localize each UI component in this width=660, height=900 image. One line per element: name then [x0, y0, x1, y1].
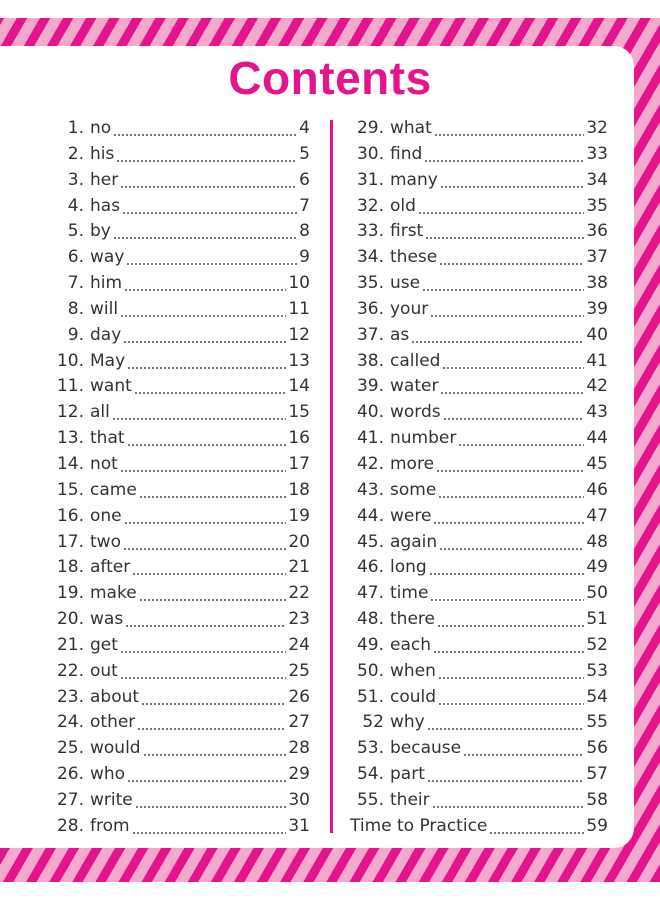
- contents-entry: [44, 762, 310, 788]
- entry-word: make: [90, 583, 137, 604]
- entry-page-number: 50: [586, 583, 608, 604]
- entry-number: 5.: [67, 221, 84, 242]
- entry-page-number: 12: [288, 324, 310, 345]
- entry-page-number: 28: [288, 738, 310, 759]
- contents-entry: [44, 297, 310, 323]
- entry-word: Time to Practice: [350, 815, 488, 836]
- entry-page-number: 22: [288, 583, 310, 604]
- entry-page-number: 40: [586, 324, 608, 345]
- contents-entry-practice: [346, 814, 608, 840]
- entry-number: 17.: [56, 531, 84, 552]
- entry-number: 52: [362, 712, 384, 733]
- dot-leader: [437, 607, 584, 633]
- contents-entry: [346, 116, 608, 142]
- entry-page-number: 24: [288, 634, 310, 655]
- contents-entry: [346, 504, 608, 530]
- dot-leader: [120, 452, 287, 478]
- entry-word: some: [390, 479, 437, 500]
- dot-leader: [127, 426, 287, 452]
- entry-page-number: 26: [288, 686, 310, 707]
- entry-word: her: [90, 169, 119, 190]
- dot-leader: [120, 633, 286, 659]
- entry-number: 33.: [356, 221, 384, 242]
- entry-word: who: [90, 764, 126, 785]
- dot-leader: [143, 736, 287, 762]
- dot-leader: [411, 323, 584, 349]
- entry-page-number: 11: [288, 298, 310, 319]
- contents-entry: [44, 710, 310, 736]
- entry-page-number: 21: [288, 557, 310, 578]
- contents-entry: [346, 633, 608, 659]
- entry-number: 37.: [356, 324, 384, 345]
- entry-word: there: [390, 609, 435, 630]
- entry-number: 54.: [356, 764, 384, 785]
- dot-leader: [120, 297, 286, 323]
- dot-leader: [463, 736, 584, 762]
- contents-entry: [346, 426, 608, 452]
- entry-page-number: 8: [299, 221, 310, 242]
- page-title: Contents: [228, 52, 432, 104]
- dot-leader: [439, 245, 584, 271]
- contents-entry: [44, 814, 310, 840]
- column-divider: [330, 120, 333, 833]
- entry-word: number: [390, 428, 457, 449]
- entry-word: after: [90, 557, 131, 578]
- entry-number: 10.: [56, 350, 84, 371]
- entry-number: 22.: [56, 660, 84, 681]
- entry-word: why: [390, 712, 425, 733]
- entry-page-number: 9: [299, 247, 310, 268]
- dot-leader: [422, 271, 584, 297]
- entry-number: 45.: [356, 531, 384, 552]
- entry-word: from: [90, 815, 130, 836]
- dot-leader: [116, 142, 297, 168]
- entry-number: 55.: [356, 789, 384, 810]
- entry-number: 50.: [356, 660, 384, 681]
- entry-number: 16.: [56, 505, 84, 526]
- contents-entry: [44, 219, 310, 245]
- contents-entry: [346, 271, 608, 297]
- contents-entry: [44, 400, 310, 426]
- dot-leader: [440, 168, 585, 194]
- contents-entry: [44, 633, 310, 659]
- dot-leader: [120, 168, 297, 194]
- dot-leader: [112, 400, 286, 426]
- dot-leader: [440, 374, 584, 400]
- entry-number: 32.: [356, 195, 384, 216]
- entry-number: 6.: [67, 247, 84, 268]
- dot-leader: [430, 297, 584, 323]
- entry-word: day: [90, 324, 122, 345]
- entry-page-number: 47: [586, 505, 608, 526]
- contents-entry: [44, 685, 310, 711]
- dot-leader: [438, 685, 584, 711]
- entry-word: one: [90, 505, 122, 526]
- contents-entry: [346, 297, 608, 323]
- entry-page-number: 55: [586, 712, 608, 733]
- entry-number: 27.: [56, 789, 84, 810]
- entry-page-number: 54: [586, 686, 608, 707]
- dot-leader: [427, 762, 584, 788]
- entry-page-number: 18: [288, 479, 310, 500]
- dot-leader: [124, 271, 286, 297]
- dot-leader: [123, 323, 286, 349]
- entry-page-number: 51: [586, 609, 608, 630]
- entry-number: 41.: [356, 428, 384, 449]
- entry-word: words: [390, 402, 441, 423]
- entry-page-number: 38: [586, 273, 608, 294]
- entry-page-number: 36: [586, 221, 608, 242]
- entry-page-number: 33: [586, 143, 608, 164]
- contents-column-right: [346, 116, 608, 840]
- contents-entry: [346, 323, 608, 349]
- entry-number: 24.: [56, 712, 84, 733]
- entry-word: want: [90, 376, 132, 397]
- contents-entry: [44, 116, 310, 142]
- entry-page-number: 57: [586, 764, 608, 785]
- entry-page-number: 43: [586, 402, 608, 423]
- entry-word: when: [390, 660, 436, 681]
- contents-entry: [44, 530, 310, 556]
- entry-word: water: [390, 376, 439, 397]
- entry-page-number: 15: [288, 402, 310, 423]
- entry-number: 42.: [356, 453, 384, 474]
- entry-page-number: 56: [586, 738, 608, 759]
- dot-leader: [139, 478, 287, 504]
- dot-leader: [433, 633, 584, 659]
- entry-page-number: 30: [288, 789, 310, 810]
- contents-entry: [346, 685, 608, 711]
- entry-number: 1.: [67, 118, 84, 138]
- entry-word: their: [390, 789, 430, 810]
- dot-leader: [427, 710, 585, 736]
- entry-number: 3.: [67, 169, 84, 190]
- entry-word: would: [90, 738, 141, 759]
- entry-page-number: 32: [586, 118, 608, 138]
- dot-leader: [425, 219, 584, 245]
- contents-entry: [346, 452, 608, 478]
- entry-number: 51.: [356, 686, 384, 707]
- entry-number: 48.: [356, 609, 384, 630]
- entry-word: time: [390, 583, 429, 604]
- entry-page-number: 37: [586, 247, 608, 268]
- entry-page-number: 23: [288, 609, 310, 630]
- dot-leader: [430, 581, 584, 607]
- entry-number: 7.: [67, 273, 84, 294]
- entry-word: many: [390, 169, 438, 190]
- dot-leader: [438, 478, 584, 504]
- entry-page-number: 48: [586, 531, 608, 552]
- entry-page-number: 25: [288, 660, 310, 681]
- contents-entry: [44, 607, 310, 633]
- contents-entry: [346, 245, 608, 271]
- entry-word: two: [90, 531, 121, 552]
- entry-page-number: 52: [586, 634, 608, 655]
- dot-leader: [141, 685, 286, 711]
- entry-page-number: 19: [288, 505, 310, 526]
- entry-page-number: 20: [288, 531, 310, 552]
- dot-leader: [132, 814, 287, 840]
- entry-page-number: 39: [586, 298, 608, 319]
- entry-word: no: [90, 118, 112, 138]
- contents-entry: [44, 245, 310, 271]
- entry-number: 2.: [67, 143, 84, 164]
- entry-word: write: [90, 789, 133, 810]
- entry-word: long: [390, 557, 427, 578]
- dot-leader: [438, 659, 584, 685]
- entry-number: 43.: [356, 479, 384, 500]
- dot-leader: [132, 555, 286, 581]
- entry-page-number: 46: [586, 479, 608, 500]
- entry-page-number: 59: [586, 815, 608, 836]
- dot-leader: [429, 555, 585, 581]
- entry-number: 36.: [356, 298, 384, 319]
- dot-leader: [433, 504, 584, 530]
- contents-entry: [346, 555, 608, 581]
- entry-word: called: [390, 350, 441, 371]
- contents-entry: [346, 659, 608, 685]
- entry-number: 18.: [56, 557, 84, 578]
- entry-word: part: [390, 764, 425, 785]
- dot-leader: [120, 659, 287, 685]
- entry-number: 20.: [56, 609, 84, 630]
- entry-number: 26.: [56, 764, 84, 785]
- contents-entry: [346, 788, 608, 814]
- dot-leader: [127, 762, 286, 788]
- entry-number: 44.: [356, 505, 384, 526]
- entry-word: these: [390, 247, 438, 268]
- entry-word: him: [90, 273, 123, 294]
- contents-entry: [44, 142, 310, 168]
- contents-entry: [44, 555, 310, 581]
- entry-word: May: [90, 350, 126, 371]
- entry-number: 35.: [356, 273, 384, 294]
- entry-number: 11.: [56, 376, 84, 397]
- entry-word: were: [390, 505, 432, 526]
- dot-leader: [124, 504, 287, 530]
- entry-word: your: [390, 298, 429, 319]
- dot-leader: [123, 530, 286, 556]
- entry-number: 49.: [356, 634, 384, 655]
- contents-entry: [346, 142, 608, 168]
- dot-leader: [137, 710, 286, 736]
- entry-number: 4.: [67, 195, 84, 216]
- entry-number: 14.: [56, 453, 84, 474]
- entry-number: 31.: [356, 169, 384, 190]
- entry-number: 23.: [56, 686, 84, 707]
- dot-leader: [439, 530, 584, 556]
- entry-page-number: 45: [586, 453, 608, 474]
- entry-number: 9.: [67, 324, 84, 345]
- entry-number: 8.: [67, 298, 84, 319]
- contents-entry: [44, 736, 310, 762]
- entry-page-number: 27: [288, 712, 310, 733]
- entry-number: 40.: [356, 402, 384, 423]
- entry-page-number: 29: [288, 764, 310, 785]
- entry-number: 19.: [56, 583, 84, 604]
- entry-word: was: [90, 609, 124, 630]
- contents-entry: [346, 736, 608, 762]
- contents-entry: [346, 710, 608, 736]
- entry-page-number: 17: [288, 453, 310, 474]
- entry-page-number: 6: [299, 169, 310, 190]
- entry-word: that: [90, 428, 125, 449]
- entry-number: 21.: [56, 634, 84, 655]
- entry-number: 47.: [356, 583, 384, 604]
- entry-page-number: 31: [288, 815, 310, 836]
- dot-leader: [113, 116, 297, 142]
- dot-leader: [442, 349, 584, 375]
- contents-entry: [44, 504, 310, 530]
- entry-number: 12.: [56, 402, 84, 423]
- entry-word: his: [90, 143, 115, 164]
- entry-word: came: [90, 479, 137, 500]
- entry-page-number: 7: [299, 195, 310, 216]
- contents-entry: [346, 762, 608, 788]
- dot-leader: [434, 116, 585, 142]
- entry-page-number: 49: [586, 557, 608, 578]
- contents-entry: [346, 530, 608, 556]
- entry-word: other: [90, 712, 136, 733]
- contents-entry: [44, 788, 310, 814]
- contents-entry: [346, 478, 608, 504]
- contents-entry: [44, 349, 310, 375]
- dot-leader: [113, 219, 297, 245]
- dot-leader: [489, 814, 584, 840]
- entry-number: 25.: [56, 738, 84, 759]
- dot-leader: [125, 607, 286, 633]
- contents-entry: [346, 349, 608, 375]
- entry-word: will: [90, 298, 119, 319]
- entry-page-number: 44: [586, 428, 608, 449]
- contents-entry: [44, 374, 310, 400]
- entry-number: 34.: [356, 247, 384, 268]
- contents-entry: [44, 426, 310, 452]
- entry-word: not: [90, 453, 118, 474]
- entry-word: way: [90, 247, 125, 268]
- entry-page-number: 14: [288, 376, 310, 397]
- entry-number: 38.: [356, 350, 384, 371]
- entry-word: all: [90, 402, 110, 423]
- entry-page-number: 58: [586, 789, 608, 810]
- entry-page-number: 5: [299, 143, 310, 164]
- dot-leader: [134, 374, 287, 400]
- entry-number: 53.: [356, 738, 384, 759]
- entry-word: has: [90, 195, 121, 216]
- contents-entry: [346, 374, 608, 400]
- entry-word: out: [90, 660, 118, 681]
- entry-number: 29.: [356, 118, 384, 138]
- dot-leader: [458, 426, 584, 452]
- contents-entry: [346, 168, 608, 194]
- entry-word: because: [390, 738, 462, 759]
- entry-number: 13.: [56, 428, 84, 449]
- contents-entry: [346, 194, 608, 220]
- contents-entry: [346, 607, 608, 633]
- entry-word: could: [390, 686, 437, 707]
- contents-entry: [44, 452, 310, 478]
- entry-word: old: [390, 195, 416, 216]
- entry-page-number: 34: [586, 169, 608, 190]
- contents-column-left: [44, 116, 310, 840]
- dot-leader: [135, 788, 287, 814]
- dot-leader: [418, 194, 584, 220]
- entry-word: what: [390, 118, 432, 138]
- dot-leader: [443, 400, 585, 426]
- entry-number: 46.: [356, 557, 384, 578]
- entry-word: first: [390, 221, 424, 242]
- contents-entry: [44, 581, 310, 607]
- entry-word: more: [390, 453, 435, 474]
- entry-page-number: 10: [288, 273, 310, 294]
- entry-page-number: 41: [586, 350, 608, 371]
- dot-leader: [122, 194, 297, 220]
- contents-entry: [346, 219, 608, 245]
- dot-leader: [436, 452, 584, 478]
- contents-entry: [44, 659, 310, 685]
- dot-leader: [126, 245, 297, 271]
- entry-word: find: [390, 143, 423, 164]
- dot-leader: [424, 142, 584, 168]
- entry-word: each: [390, 634, 431, 655]
- dot-leader: [432, 788, 585, 814]
- entry-word: use: [390, 273, 421, 294]
- entry-page-number: 13: [288, 350, 310, 371]
- entry-page-number: 53: [586, 660, 608, 681]
- entry-page-number: 16: [288, 428, 310, 449]
- contents-entry: [346, 400, 608, 426]
- entry-number: 28.: [56, 815, 84, 836]
- entry-number: 15.: [56, 479, 84, 500]
- entry-word: again: [390, 531, 438, 552]
- entry-word: by: [90, 221, 111, 242]
- entry-number: 39.: [356, 376, 384, 397]
- entry-word: get: [90, 634, 118, 655]
- contents-entry: [44, 168, 310, 194]
- entry-page-number: 42: [586, 376, 608, 397]
- dot-leader: [127, 349, 286, 375]
- contents-entry: [346, 581, 608, 607]
- contents-entry: [44, 478, 310, 504]
- entry-page-number: 4: [299, 118, 310, 138]
- entry-word: about: [90, 686, 140, 707]
- contents-entry: [44, 194, 310, 220]
- contents-entry: [44, 271, 310, 297]
- entry-word: as: [390, 324, 410, 345]
- contents-entry: [44, 323, 310, 349]
- dot-leader: [139, 581, 287, 607]
- entry-number: 30.: [356, 143, 384, 164]
- entry-page-number: 35: [586, 195, 608, 216]
